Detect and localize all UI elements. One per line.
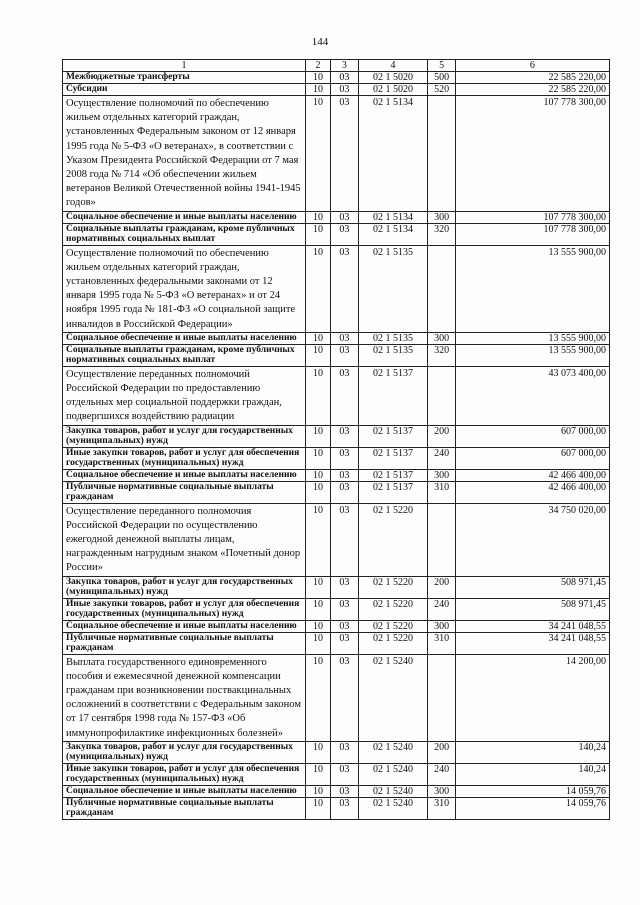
row-section-cell: 10 (305, 332, 330, 344)
row-amount-cell: 34 241 048,55 (455, 632, 609, 654)
row-subsection-cell: 03 (331, 741, 358, 763)
row-name-cell: Социальное обеспечение и иные выплаты населению (63, 620, 306, 632)
row-target-cell: 02 1 5020 (358, 72, 428, 84)
table-row (63, 366, 610, 425)
header-cell-2: 2 (305, 60, 330, 72)
row-name-cell: Субсидии (63, 84, 306, 96)
table-row (63, 481, 610, 503)
row-expense-type-cell (428, 96, 455, 212)
row-subsection-cell: 03 (331, 223, 358, 245)
row-name-cell: Социальное обеспечение и иные выплаты населению (63, 785, 306, 797)
row-amount-cell: 607 000,00 (455, 447, 609, 469)
row-expense-type-cell: 310 (428, 481, 455, 503)
row-subsection-cell: 03 (331, 469, 358, 481)
row-expense-type-cell: 300 (428, 785, 455, 797)
row-subsection-cell: 03 (331, 332, 358, 344)
table-row (63, 223, 610, 245)
header-cell-3: 3 (331, 60, 358, 72)
table-row (63, 344, 610, 366)
table-row (63, 425, 610, 447)
row-expense-type-cell: 320 (428, 223, 455, 245)
row-section-cell: 10 (305, 245, 330, 332)
row-target-cell: 02 1 5134 (358, 96, 428, 212)
row-subsection-cell: 03 (331, 632, 358, 654)
row-section-cell: 10 (305, 576, 330, 598)
table-row (63, 598, 610, 620)
row-section-cell: 10 (305, 741, 330, 763)
row-target-cell: 02 1 5240 (358, 797, 428, 819)
row-target-cell: 02 1 5240 (358, 763, 428, 785)
row-target-cell: 02 1 5240 (358, 741, 428, 763)
row-target-cell: 02 1 5137 (358, 366, 428, 425)
row-target-cell: 02 1 5137 (358, 447, 428, 469)
row-section-cell: 10 (305, 72, 330, 84)
row-name-cell: Осуществление полномочий по обеспечению жильем отдельных категорий граждан, установленных федеральными законами от 12 января 1995 года № 5-ФЗ «О ветеранах» и от 24 ноября 1995 года № 181-ФЗ «О социальной защите инвалидов в Российской Федерации» (63, 245, 306, 332)
table-row (63, 72, 610, 84)
row-target-cell: 02 1 5134 (358, 211, 428, 223)
table-row (63, 96, 610, 212)
row-name-cell: Публичные нормативные социальные выплаты гражданам (63, 632, 306, 654)
row-expense-type-cell: 240 (428, 447, 455, 469)
row-expense-type-cell: 300 (428, 620, 455, 632)
row-section-cell: 10 (305, 344, 330, 366)
row-target-cell: 02 1 5240 (358, 654, 428, 741)
row-amount-cell: 13 555 900,00 (455, 344, 609, 366)
row-subsection-cell: 03 (331, 598, 358, 620)
row-expense-type-cell: 300 (428, 332, 455, 344)
table-row (63, 332, 610, 344)
row-target-cell: 02 1 5137 (358, 469, 428, 481)
row-section-cell: 10 (305, 447, 330, 469)
row-amount-cell: 107 778 300,00 (455, 96, 609, 212)
row-expense-type-cell: 200 (428, 576, 455, 598)
header-cell-5: 5 (428, 60, 455, 72)
row-name-cell: Публичные нормативные социальные выплаты гражданам (63, 797, 306, 819)
row-section-cell: 10 (305, 96, 330, 212)
row-section-cell: 10 (305, 223, 330, 245)
row-expense-type-cell: 500 (428, 72, 455, 84)
row-name-cell: Социальные выплаты гражданам, кроме публичных нормативных социальных выплат (63, 223, 306, 245)
row-target-cell: 02 1 5220 (358, 632, 428, 654)
row-amount-cell: 14 059,76 (455, 785, 609, 797)
row-target-cell: 02 1 5220 (358, 620, 428, 632)
row-expense-type-cell: 320 (428, 344, 455, 366)
row-name-cell: Закупка товаров, работ и услуг для государственных (муниципальных) нужд (63, 576, 306, 598)
row-subsection-cell: 03 (331, 245, 358, 332)
row-expense-type-cell: 300 (428, 469, 455, 481)
row-amount-cell: 22 585 220,00 (455, 72, 609, 84)
row-section-cell: 10 (305, 620, 330, 632)
row-section-cell: 10 (305, 654, 330, 741)
row-target-cell: 02 1 5240 (358, 785, 428, 797)
row-expense-type-cell (428, 245, 455, 332)
row-name-cell: Социальные выплаты гражданам, кроме публичных нормативных социальных выплат (63, 344, 306, 366)
budget-table (62, 59, 610, 820)
row-target-cell: 02 1 5135 (358, 245, 428, 332)
row-amount-cell: 42 466 400,00 (455, 469, 609, 481)
row-subsection-cell: 03 (331, 654, 358, 741)
table-row (63, 447, 610, 469)
row-expense-type-cell: 310 (428, 797, 455, 819)
row-name-cell: Публичные нормативные социальные выплаты гражданам (63, 481, 306, 503)
page-number: 144 (311, 36, 329, 48)
row-subsection-cell: 03 (331, 763, 358, 785)
row-amount-cell: 508 971,45 (455, 598, 609, 620)
row-expense-type-cell (428, 654, 455, 741)
row-subsection-cell: 03 (331, 72, 358, 84)
table-row (63, 84, 610, 96)
row-name-cell: Социальное обеспечение и иные выплаты населению (63, 211, 306, 223)
table-row (63, 741, 610, 763)
row-expense-type-cell: 200 (428, 741, 455, 763)
row-target-cell: 02 1 5135 (358, 332, 428, 344)
row-amount-cell: 607 000,00 (455, 425, 609, 447)
row-section-cell: 10 (305, 763, 330, 785)
row-amount-cell: 34 241 048,55 (455, 620, 609, 632)
row-expense-type-cell: 200 (428, 425, 455, 447)
table-row (63, 763, 610, 785)
row-amount-cell: 107 778 300,00 (455, 223, 609, 245)
table-row (63, 503, 610, 576)
row-subsection-cell: 03 (331, 211, 358, 223)
row-subsection-cell: 03 (331, 344, 358, 366)
row-section-cell: 10 (305, 425, 330, 447)
row-subsection-cell: 03 (331, 785, 358, 797)
row-amount-cell: 14 059,76 (455, 797, 609, 819)
row-name-cell: Закупка товаров, работ и услуг для государственных (муниципальных) нужд (63, 425, 306, 447)
row-expense-type-cell: 300 (428, 211, 455, 223)
row-name-cell: Закупка товаров, работ и услуг для государственных (муниципальных) нужд (63, 741, 306, 763)
row-subsection-cell: 03 (331, 797, 358, 819)
table-row (63, 632, 610, 654)
row-amount-cell: 13 555 900,00 (455, 245, 609, 332)
row-section-cell: 10 (305, 84, 330, 96)
row-target-cell: 02 1 5220 (358, 598, 428, 620)
row-amount-cell: 22 585 220,00 (455, 84, 609, 96)
row-target-cell: 02 1 5220 (358, 576, 428, 598)
row-expense-type-cell: 310 (428, 632, 455, 654)
row-subsection-cell: 03 (331, 366, 358, 425)
row-subsection-cell: 03 (331, 447, 358, 469)
table-body (63, 72, 610, 820)
table-row (63, 576, 610, 598)
row-amount-cell: 43 073 400,00 (455, 366, 609, 425)
row-amount-cell: 140,24 (455, 741, 609, 763)
row-name-cell: Межбюджетные трансферты (63, 72, 306, 84)
row-section-cell: 10 (305, 211, 330, 223)
row-section-cell: 10 (305, 598, 330, 620)
row-expense-type-cell (428, 503, 455, 576)
row-subsection-cell: 03 (331, 481, 358, 503)
row-section-cell: 10 (305, 785, 330, 797)
row-amount-cell: 42 466 400,00 (455, 481, 609, 503)
row-amount-cell: 14 200,00 (455, 654, 609, 741)
row-target-cell: 02 1 5135 (358, 344, 428, 366)
row-target-cell: 02 1 5137 (358, 425, 428, 447)
row-name-cell: Социальное обеспечение и иные выплаты населению (63, 332, 306, 344)
row-target-cell: 02 1 5137 (358, 481, 428, 503)
row-section-cell: 10 (305, 469, 330, 481)
row-amount-cell: 508 971,45 (455, 576, 609, 598)
row-expense-type-cell: 240 (428, 763, 455, 785)
table-row (63, 211, 610, 223)
row-name-cell: Осуществление переданных полномочий Российской Федерации по предоставлению отдельных мер социальной поддержки граждан, подвергшихся воздействию радиации (63, 366, 306, 425)
row-section-cell: 10 (305, 632, 330, 654)
row-expense-type-cell: 520 (428, 84, 455, 96)
row-name-cell: Социальное обеспечение и иные выплаты населению (63, 469, 306, 481)
table-row (63, 654, 610, 741)
table-row (63, 469, 610, 481)
row-subsection-cell: 03 (331, 503, 358, 576)
row-subsection-cell: 03 (331, 96, 358, 212)
header-cell-1: 1 (63, 60, 306, 72)
row-expense-type-cell (428, 366, 455, 425)
row-name-cell: Иные закупки товаров, работ и услуг для обеспечения государственных (муниципальных) нужд (63, 598, 306, 620)
row-amount-cell: 107 778 300,00 (455, 211, 609, 223)
row-target-cell: 02 1 5134 (358, 223, 428, 245)
row-expense-type-cell: 240 (428, 598, 455, 620)
row-section-cell: 10 (305, 797, 330, 819)
row-target-cell: 02 1 5220 (358, 503, 428, 576)
row-subsection-cell: 03 (331, 425, 358, 447)
row-subsection-cell: 03 (331, 620, 358, 632)
table-row (63, 620, 610, 632)
table-row (63, 785, 610, 797)
row-section-cell: 10 (305, 503, 330, 576)
table-row (63, 797, 610, 819)
header-cell-4: 4 (358, 60, 428, 72)
row-amount-cell: 34 750 020,00 (455, 503, 609, 576)
row-name-cell: Выплата государственного единовременного пособия и ежемесячной денежной компенсации гражданам при возникновении поствакцинальных осложнений в соответствии с Федеральным законом от 17 сентября 1998 года № 157-ФЗ «Об иммунопрофилактике инфекционных болезней» (63, 654, 306, 741)
row-name-cell: Иные закупки товаров, работ и услуг для обеспечения государственных (муниципальных) нужд (63, 763, 306, 785)
table-row (63, 245, 610, 332)
row-target-cell: 02 1 5020 (358, 84, 428, 96)
row-section-cell: 10 (305, 481, 330, 503)
row-section-cell: 10 (305, 366, 330, 425)
row-name-cell: Осуществление полномочий по обеспечению жильем отдельных категорий граждан, установленных Федеральным законом от 12 января 1995 года № 5-ФЗ «О ветеранах», в соответствии с Указом Президента Российской Федерации от 7 мая 2008 года № 714 «Об обеспечении жильем ветеранов Великой Отечественной войны 1941-1945 годов» (63, 96, 306, 212)
row-subsection-cell: 03 (331, 84, 358, 96)
header-row (63, 60, 610, 72)
row-amount-cell: 140,24 (455, 763, 609, 785)
row-subsection-cell: 03 (331, 576, 358, 598)
row-name-cell: Иные закупки товаров, работ и услуг для обеспечения государственных (муниципальных) нужд (63, 447, 306, 469)
row-amount-cell: 13 555 900,00 (455, 332, 609, 344)
header-cell-6: 6 (455, 60, 609, 72)
row-name-cell: Осуществление переданного полномочия Российской Федерации по осуществлению ежегодной денежной выплаты лицам, награжденным нагрудным знаком «Почетный донор России» (63, 503, 306, 576)
